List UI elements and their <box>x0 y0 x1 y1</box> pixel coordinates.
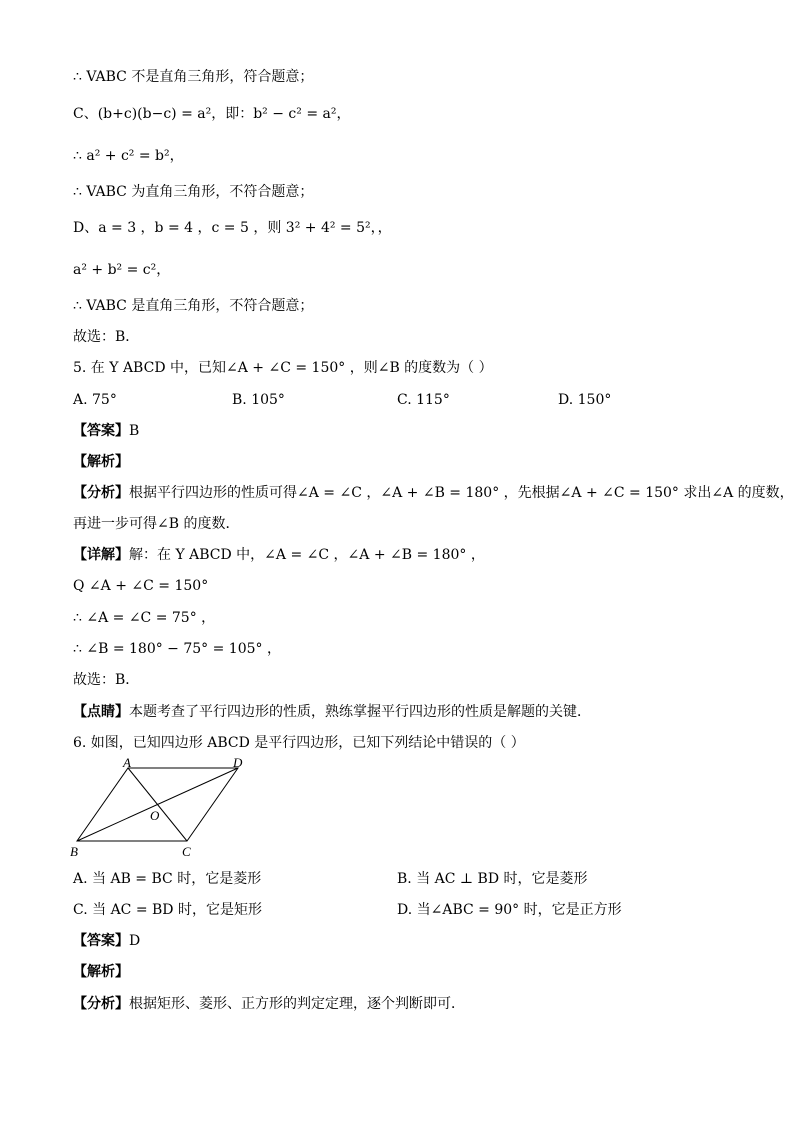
q5-step-2: ∴ ∠A = ∠C = 75° ， <box>73 610 216 626</box>
q6-fenxi-tag: 【分析】 <box>73 996 129 1012</box>
q5-fenxi-line-2: 再进一步可得∠B 的度数． <box>73 516 240 532</box>
q5-dianjing-tag: 【点睛】 <box>73 704 129 720</box>
q5-fenxi-tag: 【分析】 <box>73 485 129 501</box>
q6-answer-line <box>73 932 140 950</box>
text-line-6: a² + b² = c²， <box>73 262 171 278</box>
q5-option-b: B. 105° <box>232 392 285 408</box>
q5-fenxi-line-1 <box>73 484 794 502</box>
text-line-3: ∴ a² + c² = b²， <box>73 148 184 164</box>
q5-option-c: C. 115° <box>397 392 450 408</box>
center-label-o: O <box>150 808 160 823</box>
text-line-8: 故选：B． <box>73 329 140 345</box>
q5-xiangjie-tag: 【详解】 <box>73 547 129 563</box>
q6-fenxi-text: 根据矩形、菱形、正方形的判定定理，逐个判断即可． <box>129 996 465 1012</box>
q5-option-a: A. 75° <box>73 392 117 408</box>
q5-dianjing-text: 本题考查了平行四边形的性质，熟练掌握平行四边形的性质是解题的关键． <box>129 704 591 720</box>
q6-analysis-tag: 【解析】 <box>73 964 129 980</box>
q6-option-a: A. 当 AB = BC 时，它是菱形 <box>73 871 262 887</box>
vertex-label-a: A <box>123 756 131 770</box>
text-line-4: ∴ VABC 为直角三角形，不符合题意； <box>73 184 314 200</box>
q5-option-d: D. 150° <box>558 392 612 408</box>
text-line-1: ∴ VABC 不是直角三角形，符合题意； <box>73 69 314 85</box>
vertex-label-b: B <box>70 844 78 859</box>
q5-fenxi-text-1: 根据平行四边形的性质可得∠A = ∠C ，∠A + ∠B = 180° ，先根据∠A + ∠C = 150° 求出∠A 的度数， <box>129 485 794 501</box>
q6-answer: D <box>129 933 141 949</box>
parallelogram-figure <box>68 756 258 860</box>
vertex-label-c: C <box>182 844 191 859</box>
q5-answer-tag: 【答案】 <box>73 423 129 439</box>
q5-step-3: ∴ ∠B = 180° − 75° = 105° ， <box>73 641 281 657</box>
text-line-5: D、a = 3 ，b = 4 ，c = 5 ，则 3² + 4² = 5²，， <box>73 220 392 236</box>
q6-option-b: B. 当 AC ⊥ BD 时，它是菱形 <box>397 871 588 887</box>
q6-fenxi-line <box>73 995 465 1013</box>
q6-stem: 6. 如图，已知四边形 ABCD 是平行四边形，已知下列结论中错误的（ ） <box>73 735 525 751</box>
text-line-2: C、(b+c)(b−c) = a²，即：b² − c² = a²， <box>73 106 351 122</box>
q5-answer-line <box>73 422 139 440</box>
q5-analysis-tag: 【解析】 <box>73 454 129 470</box>
q6-option-c: C. 当 AC = BD 时，它是矩形 <box>73 902 262 918</box>
diagonal-bd <box>77 768 238 841</box>
q5-xiangjie-line <box>73 546 485 564</box>
q5-dianjing-line <box>73 703 591 721</box>
q5-stem: 5. 在 Y ABCD 中，已知∠A + ∠C = 150° ，则∠B 的度数为（ ） <box>73 360 493 376</box>
q6-answer-tag: 【答案】 <box>73 933 129 949</box>
q5-choose: 故选：B． <box>73 672 140 688</box>
q5-xiangjie-text: 解：在 Y ABCD 中，∠A = ∠C ，∠A + ∠B = 180° ， <box>129 547 485 563</box>
q6-option-d: D. 当∠ABC = 90° 时，它是正方形 <box>397 902 622 918</box>
text-line-7: ∴ VABC 是直角三角形，不符合题意； <box>73 298 314 314</box>
q5-step-1: Q ∠A + ∠C = 150° <box>73 578 209 594</box>
vertex-label-d: D <box>233 756 243 770</box>
q5-answer: B <box>129 423 140 439</box>
